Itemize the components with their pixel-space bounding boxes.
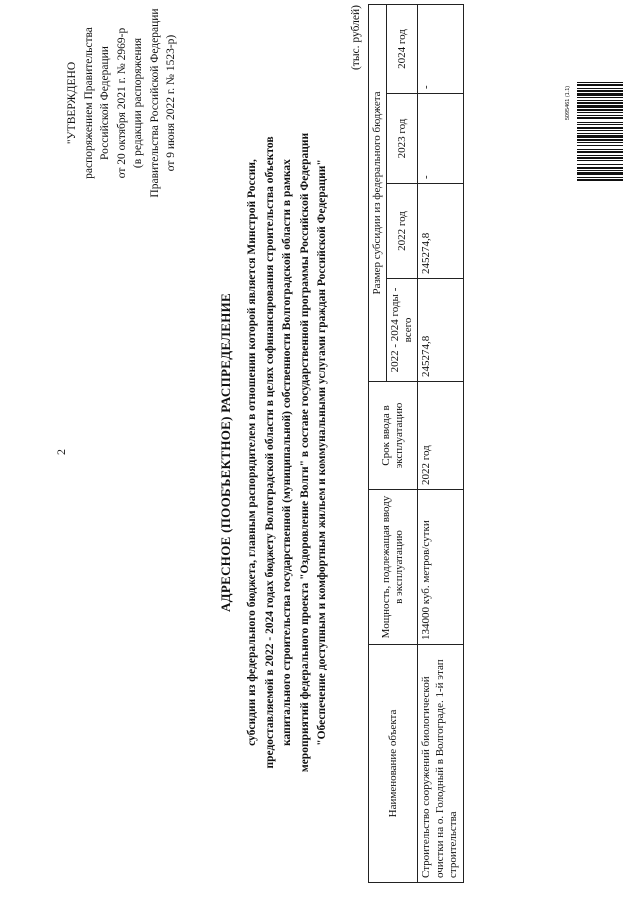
cell-2024: - xyxy=(418,5,464,94)
header-2024: 2024 год xyxy=(387,5,418,94)
approval-line: Российской Федерации xyxy=(99,46,111,160)
header-deadline: Срок ввода в эксплуатацию xyxy=(369,382,418,490)
header-2022: 2022 год xyxy=(387,184,418,279)
cell-2022: 245274,8 xyxy=(418,184,464,279)
header-subsidy-group: Размер субсидии из федерального бюджета xyxy=(369,5,387,382)
approval-block xyxy=(64,3,180,203)
cell-capacity: 134000 куб. метров/сутки xyxy=(418,490,464,645)
approval-line: "УТВЕРЖДЕНО xyxy=(66,61,78,145)
subtitle-line: "Обеспечение доступным и комфортным жильем и коммунальными услугами граждан Российской Федерации" xyxy=(316,159,328,746)
approval-line: от 20 октября 2021 г. № 2969-р xyxy=(115,27,128,179)
document-title: АДРЕСНОЕ (ПООБЪЕКТНОЕ) РАСПРЕДЕЛЕНИЕ xyxy=(218,292,233,613)
header-name: Наименование объекта xyxy=(369,645,418,883)
approval-line: распоряжением Правительства xyxy=(82,27,95,179)
subsidy-table xyxy=(368,4,464,883)
approval-line: Правительства Российской Федерации xyxy=(148,8,161,198)
table-row xyxy=(418,5,464,883)
barcode-icon xyxy=(577,23,623,183)
header-capacity: Мощность, подлежащая вводу в эксплуатацию xyxy=(369,490,418,645)
cell-name: Строительство сооружений биологической очистки на о. Голодный в Волгограде. 1-й этап строительства xyxy=(418,645,464,883)
page-number: 2 xyxy=(54,449,68,455)
subtitle-line: мероприятий федерального проекта "Оздоровление Волги" в составе государственной программы Российской Федерации xyxy=(298,132,311,773)
approval-line: от 9 июня 2022 г. № 1523-р) xyxy=(165,34,177,172)
cell-deadline: 2022 год xyxy=(418,382,464,490)
cell-total: 245274,8 xyxy=(418,279,464,382)
subtitle-line: капитального строительства государственной (муниципальной) собственности Волгоградской области в рамках xyxy=(281,159,293,746)
header-2023: 2023 год xyxy=(387,94,418,184)
barcode-text: 5095461 (1.1) xyxy=(565,85,571,121)
subtitle-line: субсидии из федерального бюджета, главным распорядителем в отношении которой является Минстрой России, xyxy=(246,159,258,746)
subtitle-line: предоставляемой в 2022 - 2024 годах бюджету Волгоградской области в целях софинансирования строительства объектов xyxy=(263,136,276,769)
header-total: 2022 - 2024 годы - всего xyxy=(387,279,418,382)
approval-line: (в редакции распоряжения xyxy=(132,37,144,169)
units-label: (тыс. рублей) xyxy=(350,5,362,71)
cell-2023: - xyxy=(418,94,464,184)
document-subtitle xyxy=(244,30,332,875)
